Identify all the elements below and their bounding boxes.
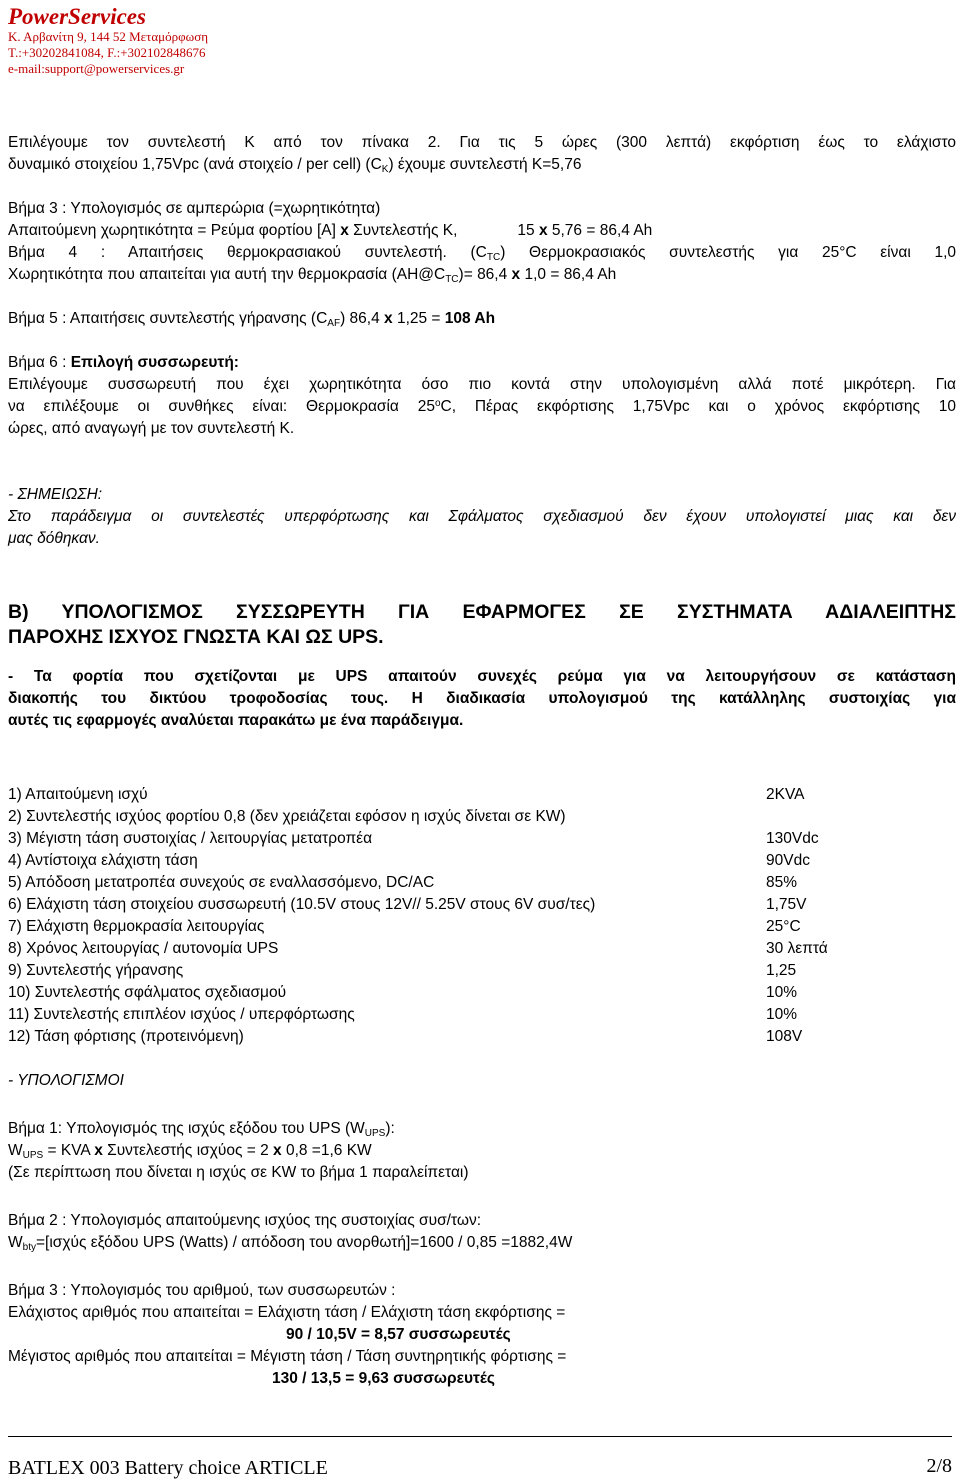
requirement-row: 6) Ελάχιστη τάση στοιχείου συσσωρευτή (10.5V στους 12V// 5.25V στους 6V συσ/τες) 1,75V: [8, 896, 807, 913]
requirement-row: 12) Τάση φόρτισης (προτεινόμενη) 108V: [8, 1028, 803, 1045]
company-name: PowerServices: [8, 4, 146, 29]
company-address: Κ. Αρβανίτη 9, 144 52 Μεταμόρφωση: [8, 29, 208, 44]
step6-line2: να επιλέξουμε οι συνθήκες είναι: Θερμοκρασία 25$^o$C, Πέρας εκφόρτισης 1,75Vpc και ο χρόνος εκφόρτισης 10: [8, 398, 956, 415]
page-footer: [8, 1436, 952, 1479]
intro-line2: διακοπής του δικτύου τροφοδοσίας τους. Η διαδικασία υπολογισμού της κατάλληλης συστοιχίας για: [8, 690, 956, 707]
calc1-formula: $W_{UPS}$ = KVA x Συντελεστής ισχύος = 2 x 0,8 =1,6 KW: [8, 1142, 372, 1161]
intro-line3: αυτές τις εφαρμογές αναλύεται παρακάτω με ένα παράδειγμα.: [8, 712, 464, 729]
requirement-row: 8) Χρόνος λειτουργίας / αυτονομία UPS 30 λεπτά: [8, 940, 828, 957]
step3-formula: Απαιτούμενη χωρητικότητα = Ρεύμα φορτίου [Α] x Συντελεστής Κ, 15 x 5,76 = 86,4 Ah: [8, 222, 653, 239]
paragraph-k-selection-line2: δυναμικό στοιχείου 1,75Vpc (ανά στοιχείο / per cell) $(C_K)$ έχουμε συντελεστή K=5,76: [8, 156, 582, 175]
calc2-formula: $W_{bty}=[\iota\sigma\chi ύ\varsigma$ εξόδου UPS (Watts) / απόδοση του ανορθωτή]=1600 / 0,85 =1882,4W: [8, 1234, 573, 1253]
step6-line1: Επιλέγουμε συσσωρευτή που έχει χωρητικότητα όσο πιο κοντά στην υπολογισμένη αλλά ποτέ μικρότερη. Για: [8, 376, 956, 393]
requirement-row: 4) Αντίστοιχα ελάχιστη τάση 90Vdc: [8, 852, 810, 869]
requirement-row: 5) Απόδοση μετατροπέα συνεχούς σε εναλλασσόμενο, DC/AC 85%: [8, 874, 798, 891]
note-label: - ΣΗΜΕΙΩΣΗ:: [8, 486, 103, 503]
step3-title: Βήμα 3 : Υπολογισμός σε αμπερώρια (=χωρητικότητα): [8, 200, 381, 217]
calc3-min: Ελάχιστος αριθμός που απαιτείται = Ελάχιστη τάση / Ελάχιστη τάση εκφόρτισης =: [8, 1304, 566, 1321]
calc3-title: Βήμα 3 : Υπολογισμός του αριθμού, των συσσωρευτών :: [8, 1282, 396, 1299]
requirements-list: [8, 784, 956, 1048]
step6-title: Βήμα 6 : Επιλογή συσσωρευτή:: [8, 354, 239, 371]
paragraph-k-selection-line1: Επιλέγουμε τον συντελεστή Κ από τον πίνακα 2. Για τις 5 ώρες (300 λεπτά) εκφόρτιση έως το ελάχιστο: [8, 134, 956, 151]
calc3-max: Μέγιστος αριθμός που απαιτείται = Μέγιστη τάση / Τάση συντηρητικής φόρτισης =: [8, 1348, 567, 1365]
step6-line3: ώρες, από αναγωγή με τον συντελεστή Κ.: [8, 420, 295, 437]
calc2-title: Βήμα 2 : Υπολογισμός απαιτούμενης ισχύος της συστοιχίας συσ/των:: [8, 1212, 482, 1229]
footer-title: BATLEX 003 Battery choice ARTICLE: [8, 1457, 328, 1479]
requirement-row: 11) Συντελεστής επιπλέον ισχύος / υπερφόρτωσης 10%: [8, 1006, 798, 1023]
calc3-max-result: 130 / 13,5 = 9,63 συσσωρευτές: [272, 1370, 495, 1387]
letterhead: [8, 4, 208, 77]
requirement-row: 2) Συντελεστής ισχύος φορτίου 0,8 (δεν χρειάζεται εφόσον η ισχύς δίνεται σε KW): [8, 808, 566, 825]
requirement-row: 7) Ελάχιστη θερμοκρασία λειτουργίας 25°C: [8, 918, 801, 935]
calculations-label: - ΥΠΟΛΟΓΙΣΜΟΙ: [8, 1072, 124, 1089]
page-number: 2/8: [926, 1455, 952, 1477]
intro-line1: - Τα φορτία που σχετίζονται με UPS απαιτούν συνεχές ρεύμα για να λειτουργήσουν σε κατάσταση: [8, 668, 956, 685]
requirement-row: 3) Μέγιστη τάση συστοιχίας / λειτουργίας μετατροπέα 130Vdc: [8, 830, 819, 847]
calc3-min-result: 90 / 10,5V = 8,57 συσσωρευτές: [286, 1326, 511, 1343]
requirement-row: 1) Απαιτούμενη ισχύ 2KVA: [8, 786, 805, 803]
section-b-heading-line2: ΠΑΡΟΧΗΣ ΙΣΧΥΟΣ ΓΝΩΣΤΑ ΚΑΙ ΩΣ UPS.: [8, 626, 384, 648]
calc1-note: (Σε περίπτωση που δίνεται η ισχύς σε KW το βήμα 1 παραλείπεται): [8, 1164, 469, 1181]
company-phone: T.:+30202841084, F.:+302102848676: [8, 45, 206, 60]
step5-line: Βήμα 5 : Απαιτήσεις συντελεστής γήρανσης $(C_{AF})$ 86,4 x 1,25 = 108 Ah: [8, 310, 496, 329]
step4-line2: Χωρητικότητα που απαιτείται για αυτή την θερμοκρασία $(AH@C_{TC})= 86,4$ x 1,0 = 86,4 Ah: [8, 266, 617, 285]
note-line2: μας δόθηκαν.: [8, 530, 100, 547]
step4-line1: Βήμα 4 : Απαιτήσεις θερμοκρασιακού συντελεστή. $(C_{TC})$ Θερμοκρασιακός συντελεστής για 25°C είναι 1,0: [8, 244, 956, 263]
requirement-row: 9) Συντελεστής γήρανσης 1,25: [8, 962, 797, 979]
document-body: [8, 132, 956, 1390]
note-line1: Στο παράδειγμα οι συντελεστές υπερφόρτωσης και Σφάλματος σχεδιασμού δεν έχουν υπολογιστεί μιας και δεν: [8, 508, 956, 525]
calc1-title: Βήμα 1: Υπολογισμός της ισχύς εξόδου του UPS $(W_{UPS})$:: [8, 1120, 395, 1139]
requirement-row: 10) Συντελεστής σφάλματος σχεδιασμού 10%: [8, 984, 798, 1001]
company-email: e-mail:support@powerservices.gr: [8, 61, 185, 76]
section-b-heading-line1: Β) ΥΠΟΛΟΓΙΣΜΟΣ ΣΥΣΣΩΡΕΥΤΗ ΓΙΑ ΕΦΑΡΜΟΓΕΣ ΣΕ ΣΥΣΤΗΜΑΤΑ ΑΔΙΑΛΕΙΠΤΗΣ: [8, 601, 956, 623]
